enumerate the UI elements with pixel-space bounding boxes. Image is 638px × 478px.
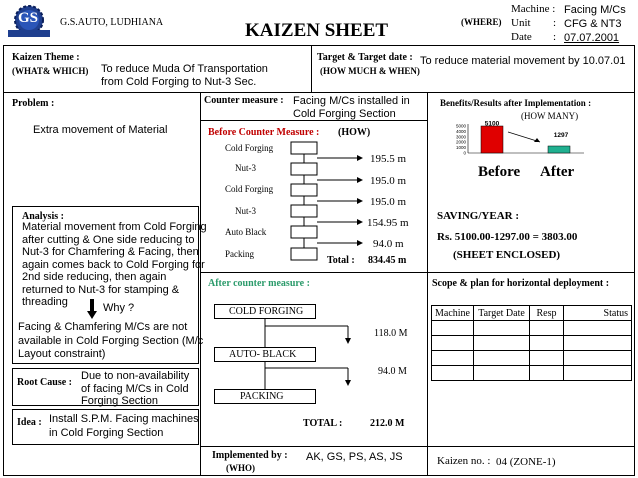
benefits-label: Benefits/Results after Implementation : [440, 98, 592, 108]
after-step-1: COLD FORGING [229, 306, 304, 317]
target-label: Target & Target date : [317, 52, 413, 63]
theme-label: Kaizen Theme : [12, 52, 80, 63]
before-step-5: Auto Black [225, 227, 267, 237]
table-header-row [432, 306, 632, 321]
date-colon: : [553, 31, 557, 43]
before-heading: Before Counter Measure : [208, 127, 320, 138]
theme-line1: To reduce Muda Of Transportation [101, 63, 268, 75]
logo-text: GS [18, 10, 39, 26]
analysis-answer [18, 321, 203, 362]
saving-calc: Rs. 5100.00-1297.00 = 3803.00 [437, 231, 578, 243]
col-machine: Machine [432, 306, 474, 321]
analysis-line: returned to Nut-3 for stamping & [22, 283, 180, 296]
analysis-line: again comes back to Cold Forging for [22, 258, 205, 271]
table-row [432, 336, 632, 351]
before-distance-1: 195.5 m [370, 153, 407, 165]
saving-label: SAVING/YEAR : [437, 210, 520, 222]
y-tick-label: 3000 [455, 134, 466, 140]
analysis-label: Analysis : [22, 211, 64, 222]
analysis-line: Material movement from Cold Forging [22, 221, 207, 233]
theme-line2: from Cold Forging to Nut-3 Sec. [101, 76, 257, 88]
idea-line1: Install S.P.M. Facing machines [49, 413, 199, 425]
before-axis-label: Before [478, 164, 521, 180]
before-distance-4: 154.95 m [367, 217, 409, 229]
before-step-box [291, 205, 317, 217]
sheet-enclosed: (SHEET ENCLOSED) [453, 249, 561, 261]
implemented-value: AK, GS, PS, AS, JS [306, 451, 403, 463]
after-axis-label: After [540, 164, 575, 180]
y-tick-label: 4000 [455, 128, 466, 134]
date-label: Date [511, 31, 532, 43]
col-resp: Resp [530, 306, 564, 321]
before-total-label: Total : [327, 255, 355, 266]
before-step-box [291, 184, 317, 196]
bar-before [481, 126, 503, 153]
company-name: G.S.AUTO, LUDHIANA [60, 17, 164, 28]
table-row [432, 351, 632, 366]
kaizen-no-value: 04 (ZONE-1) [496, 456, 556, 468]
table-row [432, 366, 632, 381]
table-row [432, 321, 632, 336]
page-title: KAIZEN SHEET [245, 20, 389, 41]
unit-value: CFG & NT3 [564, 18, 622, 30]
before-distance-3: 195.0 m [370, 196, 407, 208]
idea-label: Idea : [17, 417, 42, 428]
unit-colon: : [553, 17, 557, 29]
machine-label: Machine : [511, 3, 556, 15]
target-sublabel: (HOW MUCH & WHEN) [320, 66, 420, 76]
root-cause-line: Due to non-availability [81, 370, 190, 382]
analysis-line: 2nd side reducing, then again [22, 271, 167, 283]
before-step-1: Cold Forging [225, 143, 274, 153]
implemented-label: Implemented by : [212, 450, 288, 461]
root-cause-line: Forging Section [81, 395, 159, 407]
before-step-box [291, 226, 317, 238]
after-heading: After counter measure : [208, 278, 310, 289]
problem-label: Problem : [12, 98, 55, 109]
where-label: (WHERE) [461, 17, 502, 27]
y-tick-label: 2000 [455, 139, 466, 145]
before-distance-5: 94.0 m [373, 238, 404, 250]
before-step-4: Nut-3 [235, 206, 256, 216]
after-step-2: AUTO- BLACK [229, 349, 297, 360]
before-step-box [291, 163, 317, 175]
col-target-date: Target Date [474, 306, 530, 321]
countermeasure-line2: Cold Forging Section [293, 108, 396, 120]
scope-label: Scope & plan for horizontal deployment : [432, 278, 610, 289]
analysis-line: threading [22, 296, 68, 308]
before-distance-2: 195.0 m [370, 175, 407, 187]
after-step-3: PACKING [240, 391, 284, 402]
root-cause-line: of facing M/Cs in Cold [81, 382, 189, 395]
theme-sublabel: (WHAT& WHICH) [12, 66, 89, 76]
before-total-value: 834.45 m [368, 255, 407, 266]
bar-data-label: 1297 [553, 131, 569, 139]
before-how: (HOW) [338, 127, 371, 138]
benefits-how-many: (HOW MANY) [521, 111, 579, 121]
after-total-label: TOTAL : [303, 418, 343, 429]
after-distance-1: 118.0 M [374, 328, 408, 339]
analysis-answer-line: Layout constraint) [18, 348, 106, 360]
unit-label: Unit [511, 17, 531, 29]
y-tick-label: 1000 [455, 145, 466, 151]
why-text: Why ? [103, 302, 135, 314]
bar-data-label: 5100 [484, 120, 500, 128]
benefits-bar-chart [446, 120, 586, 158]
after-distance-2: 94.0 M [378, 366, 407, 377]
countermeasure-line1: Facing M/Cs installed in [293, 95, 410, 107]
idea-line2: in Cold Forging Section [49, 427, 164, 439]
analysis-answer-line: available in Cold Forging Section (M/c [18, 334, 204, 347]
company-logo [6, 4, 52, 38]
analysis-text [22, 221, 207, 309]
down-arrow-icon [87, 299, 97, 319]
col-status: Status [564, 306, 632, 321]
machine-value: Facing M/Cs [564, 4, 626, 16]
before-step-6: Packing [225, 249, 254, 259]
implemented-sublabel: (WHO) [226, 463, 255, 473]
before-step-2: Nut-3 [235, 163, 256, 173]
root-cause-text [81, 370, 189, 408]
problem-text: Extra movement of Material [33, 124, 168, 136]
before-step-box [291, 248, 317, 260]
y-tick-label: 0 [463, 150, 466, 156]
target-value: To reduce material movement by 10.07.01 [420, 55, 626, 67]
root-cause-label: Root Cause : [17, 377, 72, 388]
before-step-box [291, 142, 317, 154]
before-step-3: Cold Forging [225, 184, 274, 194]
before-flow-diagram [288, 138, 368, 262]
analysis-line: Nut-3 for Chamfering & Facing, then [22, 246, 199, 258]
scope-table [431, 305, 632, 381]
bar-after [548, 146, 570, 153]
date-value: 07.07.2001 [564, 32, 620, 44]
countermeasure-label: Counter measure : [204, 95, 284, 106]
y-tick-label: 5000 [455, 123, 466, 129]
analysis-line: after cutting & One side reducing to [22, 233, 195, 246]
analysis-answer-line: Facing & Chamfering M/Cs are not [18, 321, 188, 333]
after-total-value: 212.0 M [370, 418, 405, 429]
kaizen-no-label: Kaizen no. : [437, 455, 491, 467]
